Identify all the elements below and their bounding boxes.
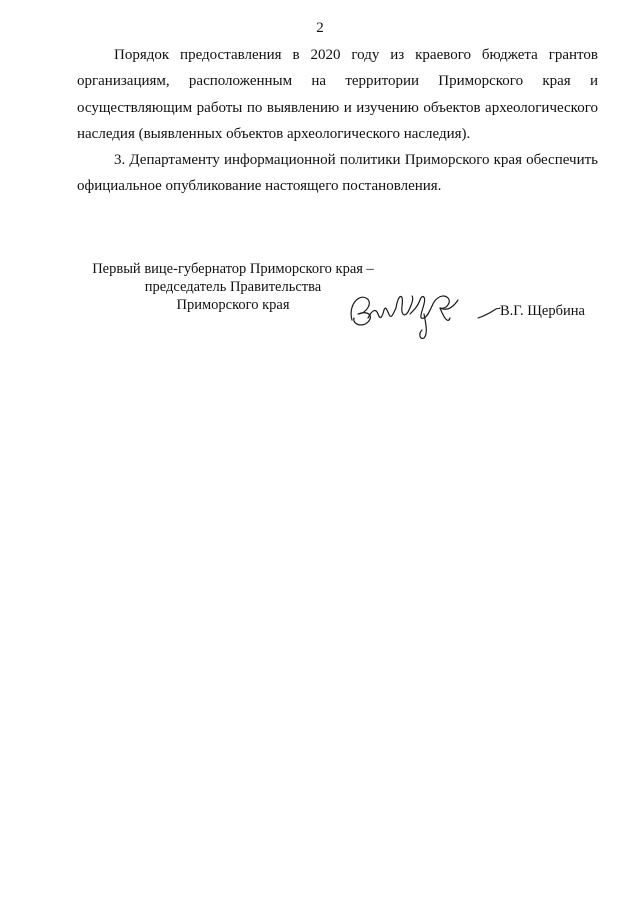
paragraph-publication-order: 3. Департаменту информационной политики Приморского края обеспечить официальное опубликование настоящего постановления.: [77, 152, 598, 195]
signer-name: В.Г. Щербина: [500, 303, 585, 319]
signature-dash-stroke: [476, 305, 502, 321]
paragraph-grant-procedure: Порядок предоставления в 2020 году из краевого бюджета грантов организациям, расположенным на территории Приморского края и осуществляющим работы по выявлению и изучению объектов археологического наследия (выявленных объектов археологического наследия).: [77, 47, 598, 142]
document-body: [77, 42, 598, 200]
page-number: 2: [316, 20, 324, 36]
signatory-title-line: председатель Правительства: [144, 279, 322, 295]
signatory-title-line: Приморского края: [176, 297, 290, 313]
handwritten-signature: [344, 284, 464, 342]
signatory-title-line: Первый вице-губернатор Приморского края –: [92, 261, 374, 277]
